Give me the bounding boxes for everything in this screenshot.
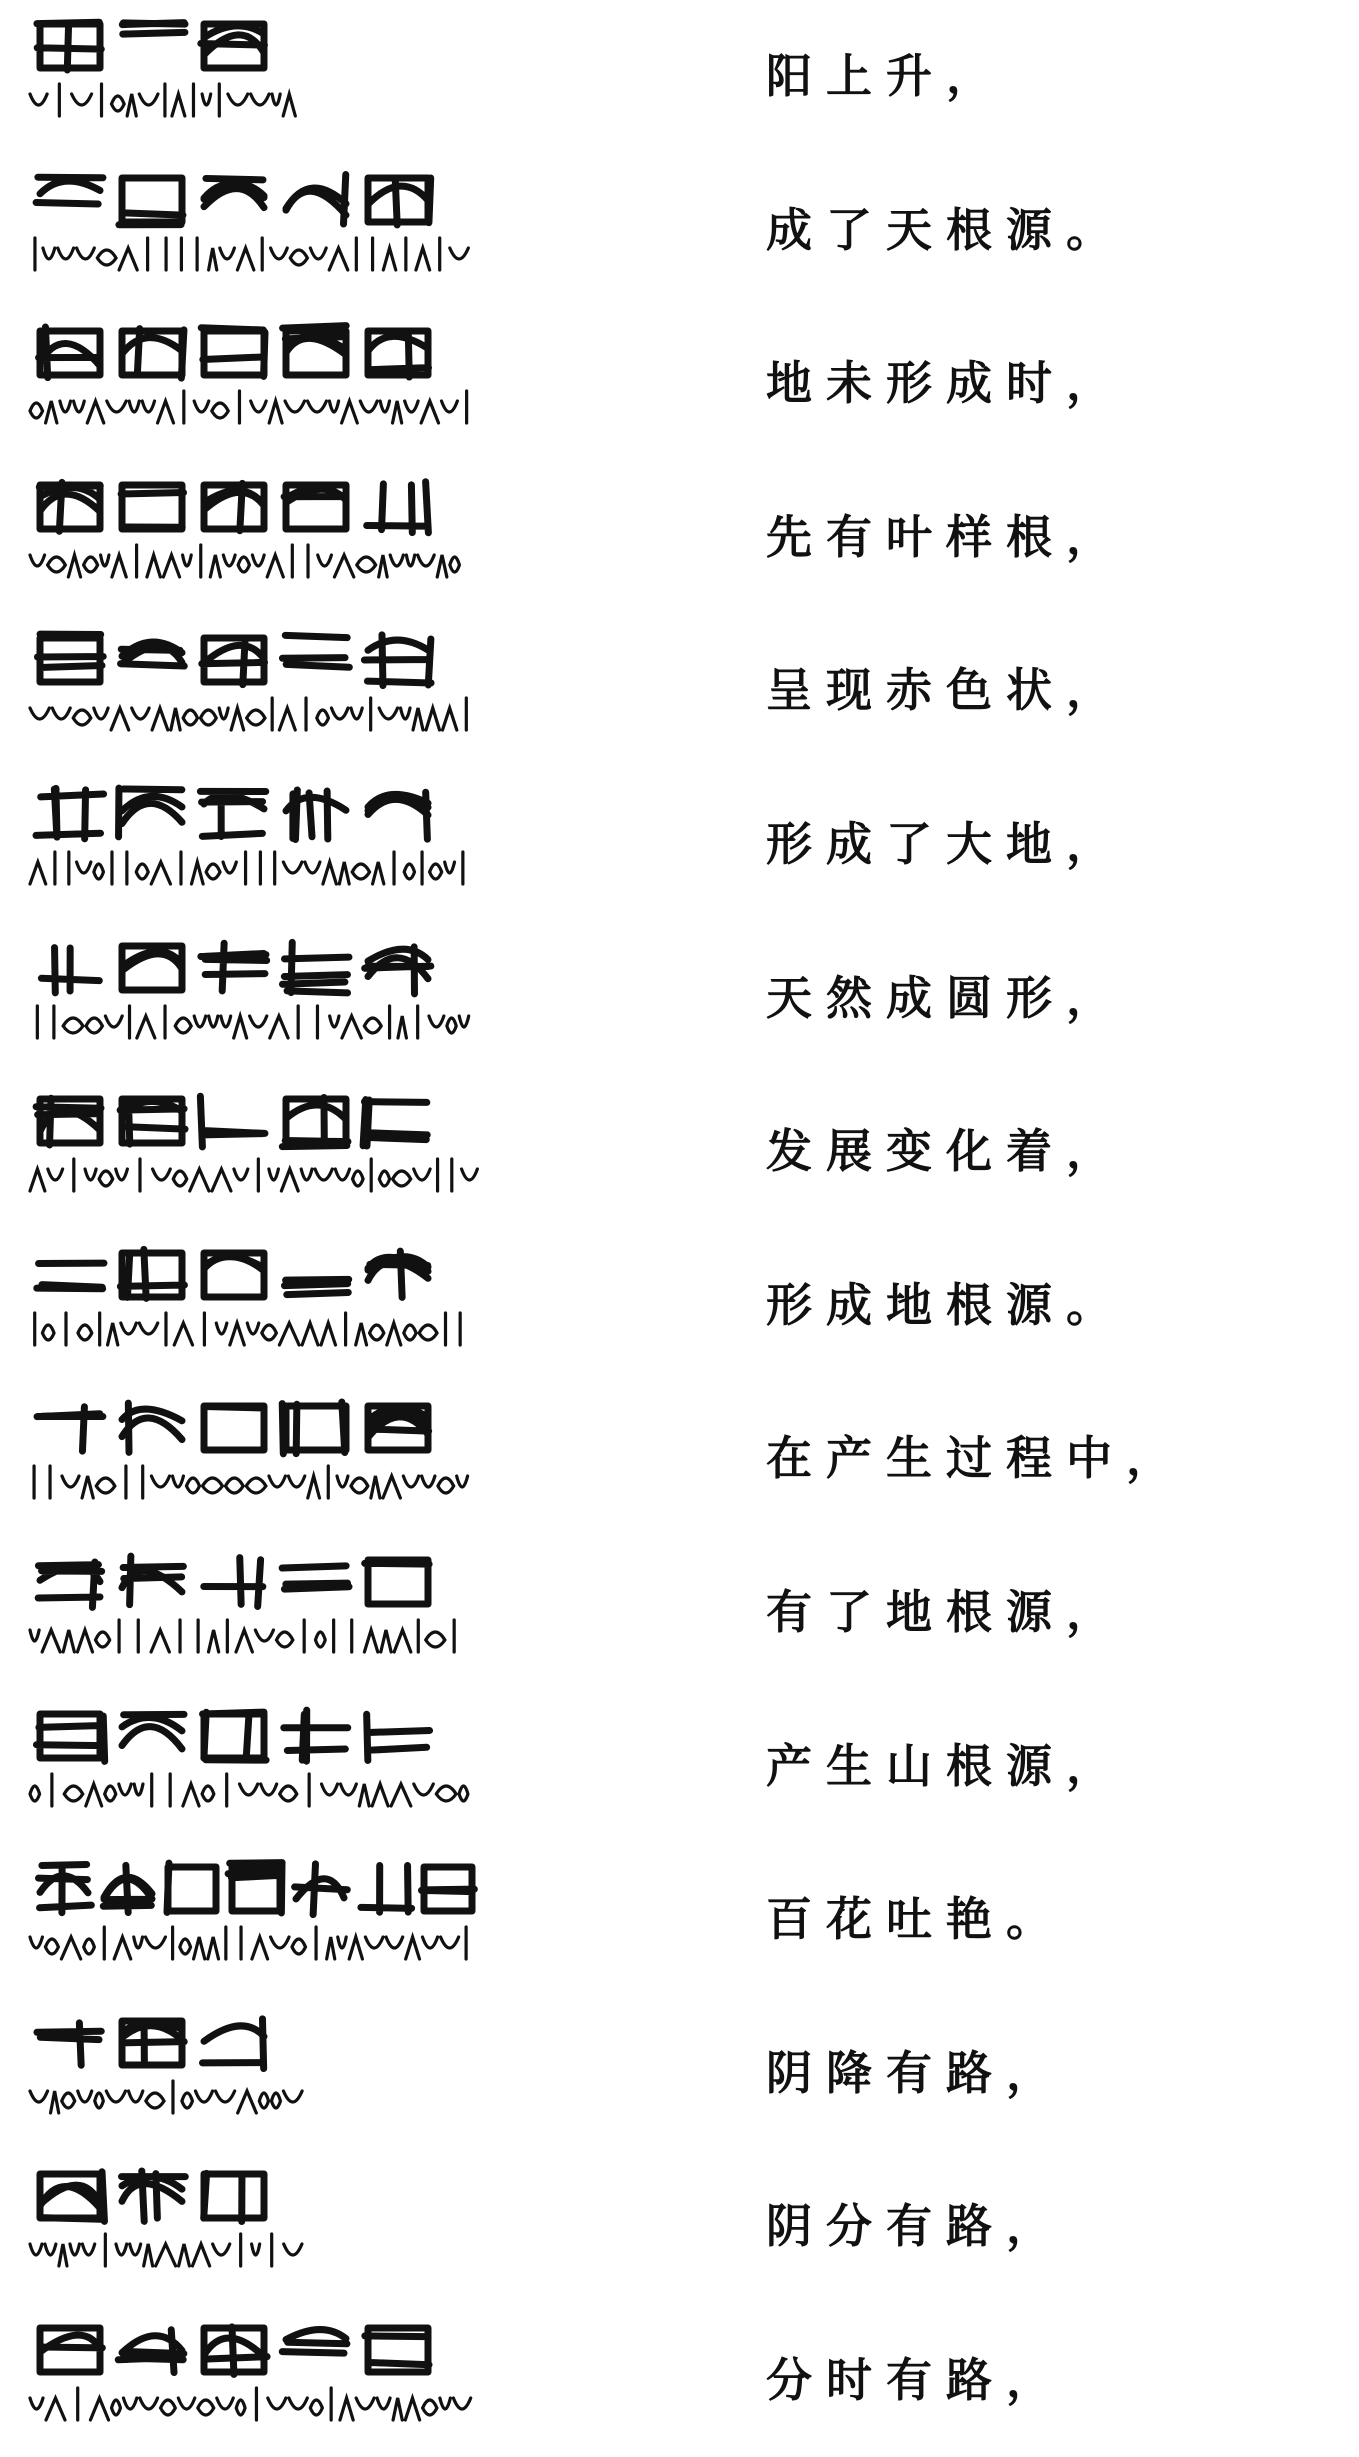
handwritten-script-image <box>14 774 484 914</box>
verse-line <box>0 1075 1359 1228</box>
chinese-translation: 形成了大地， <box>766 817 1126 871</box>
script-glyph <box>37 1263 104 1289</box>
script-glyph <box>122 1714 184 1749</box>
script-glyph <box>40 2172 104 2222</box>
phonetic-transcription <box>30 1159 477 1191</box>
phonetic-transcription <box>30 2388 471 2420</box>
script-glyph <box>121 485 183 529</box>
script-glyph <box>282 2330 347 2354</box>
phonetic-transcription <box>35 1313 460 1345</box>
script-glyph <box>368 1251 428 1297</box>
verse-line <box>0 0 1359 153</box>
script-glyph <box>361 1866 412 1913</box>
phonetic-transcription <box>30 84 295 116</box>
script-glyph <box>41 948 99 993</box>
script-glyph <box>167 1863 216 1912</box>
handwritten-script-image <box>14 928 484 1068</box>
script-glyph <box>204 1406 264 1450</box>
script-glyph <box>202 2019 264 2069</box>
handwritten-script-image <box>14 2310 484 2450</box>
script-glyph <box>368 331 429 377</box>
verse-line <box>0 1843 1359 1996</box>
handwritten-script-drawing <box>14 1696 484 1836</box>
verse-line <box>0 1536 1359 1689</box>
script-glyph <box>119 788 182 837</box>
script-glyph <box>103 1865 152 1912</box>
handwritten-script-drawing <box>14 1849 484 1989</box>
script-glyph <box>421 1867 474 1911</box>
chinese-translation: 分时有路， <box>766 2353 1066 2407</box>
phonetic-transcription <box>34 1466 468 1498</box>
chinese-translation: 地未形成时， <box>766 356 1126 410</box>
script-glyph <box>204 178 264 207</box>
chinese-translation: 产生山根源， <box>766 1739 1126 1793</box>
phonetic-transcription <box>30 1774 468 1806</box>
handwritten-script-image <box>14 160 484 300</box>
script-glyph <box>37 1407 103 1451</box>
chinese-translation: 呈现赤色状， <box>766 663 1126 717</box>
chinese-translation: 百花吐艳。 <box>766 1892 1066 1946</box>
script-glyph <box>368 1406 429 1450</box>
handwritten-script-drawing <box>14 467 484 607</box>
handwritten-script-image <box>14 1235 484 1375</box>
verse-line <box>0 154 1359 307</box>
script-glyph <box>282 1097 348 1146</box>
script-glyph <box>200 791 265 836</box>
script-glyph <box>286 790 346 840</box>
script-glyph <box>282 1402 346 1454</box>
script-glyph <box>38 1562 102 1607</box>
verse-line <box>0 2304 1359 2457</box>
script-glyph <box>367 1714 430 1760</box>
phonetic-transcription <box>37 1006 468 1038</box>
handwritten-script-image <box>14 620 484 760</box>
handwritten-script-image <box>14 2156 484 2296</box>
script-glyph <box>363 1100 427 1146</box>
handwritten-script-drawing <box>14 1542 484 1682</box>
verse-line <box>0 922 1359 1075</box>
handwritten-script-image <box>14 313 484 453</box>
handwritten-script-image <box>14 1081 484 1221</box>
handwritten-script-image <box>14 1849 484 1989</box>
script-glyph <box>202 638 265 685</box>
script-glyph <box>282 1566 349 1589</box>
verse-line <box>0 1690 1359 1843</box>
chinese-translation: 成了天根源。 <box>766 203 1126 257</box>
chinese-translation: 先有叶样根， <box>766 510 1126 564</box>
script-glyph <box>368 178 431 225</box>
phonetic-transcription <box>30 1620 454 1652</box>
script-glyph <box>204 2173 264 2221</box>
handwritten-script-drawing <box>14 774 484 914</box>
script-glyph <box>204 483 264 530</box>
script-glyph <box>282 635 349 667</box>
script-glyph <box>122 329 184 378</box>
script-glyph <box>284 485 346 529</box>
script-glyph <box>200 1096 265 1147</box>
handwritten-script-drawing <box>14 2156 484 2296</box>
handwritten-script-image <box>14 467 484 607</box>
script-glyph <box>120 1099 185 1144</box>
script-glyph <box>119 178 183 225</box>
handwritten-script-drawing <box>14 2310 484 2450</box>
script-glyph <box>118 2330 184 2373</box>
script-glyph <box>36 1098 101 1145</box>
verse-line <box>0 461 1359 614</box>
script-glyph <box>203 1712 267 1760</box>
script-glyph <box>36 788 104 838</box>
script-glyph <box>365 2328 429 2372</box>
script-glyph <box>36 177 103 204</box>
script-glyph <box>283 326 347 375</box>
chinese-translation: 天然成圆形， <box>766 971 1126 1025</box>
phonetic-transcription <box>30 2234 302 2266</box>
handwritten-script-drawing <box>14 620 484 760</box>
script-glyph <box>284 1279 348 1294</box>
script-glyph <box>37 22 101 70</box>
script-glyph <box>122 2171 186 2221</box>
handwritten-script-drawing <box>14 928 484 1068</box>
script-glyph <box>38 1865 91 1913</box>
handwritten-script-image <box>14 1388 484 1528</box>
chinese-translation: 阴分有路， <box>766 2199 1066 2253</box>
handwritten-script-image <box>14 1542 484 1682</box>
chinese-translation: 阴降有路， <box>766 2046 1066 2100</box>
script-glyph <box>201 24 265 68</box>
verse-line <box>0 1997 1359 2150</box>
phonetic-transcription <box>30 545 459 577</box>
handwritten-script-image <box>14 2003 484 2143</box>
phonetic-transcription <box>30 1927 466 1959</box>
handwritten-script-drawing <box>14 313 484 453</box>
script-glyph <box>122 1403 182 1452</box>
verse-line <box>0 768 1359 921</box>
script-glyph <box>368 792 428 839</box>
phonetic-transcription <box>35 238 468 270</box>
script-glyph <box>201 328 265 377</box>
script-glyph <box>37 2023 101 2065</box>
phonetic-transcription <box>30 2081 302 2113</box>
script-glyph <box>286 175 346 224</box>
script-glyph <box>39 327 100 378</box>
script-glyph <box>365 1560 429 1604</box>
handwritten-script-drawing <box>14 2003 484 2143</box>
handwritten-script-image <box>14 6 484 146</box>
script-glyph <box>367 482 429 533</box>
script-glyph <box>364 635 431 686</box>
handwritten-script-drawing <box>14 6 484 146</box>
script-glyph <box>204 1253 264 1297</box>
verse-line <box>0 1229 1359 1382</box>
script-glyph <box>204 2327 267 2375</box>
script-glyph <box>204 1558 263 1607</box>
script-glyph <box>122 2021 184 2065</box>
chinese-translation: 有了地根源， <box>766 1585 1126 1639</box>
chinese-translation: 阳上升， <box>766 49 1006 103</box>
chinese-translation: 发展变化着， <box>766 1124 1126 1178</box>
script-glyph <box>365 947 431 994</box>
handwritten-script-drawing <box>14 1388 484 1528</box>
script-glyph <box>228 1863 282 1913</box>
script-glyph <box>36 1714 104 1761</box>
verse-line <box>0 1382 1359 1535</box>
script-glyph <box>37 634 103 682</box>
script-glyph <box>122 23 185 34</box>
script-glyph <box>295 1864 348 1915</box>
script-glyph <box>282 942 349 992</box>
verse-line <box>0 307 1359 460</box>
handwritten-script-drawing <box>14 1081 484 1221</box>
script-glyph <box>122 1556 183 1605</box>
chinese-translation: 在产生过程中， <box>766 1431 1186 1485</box>
script-glyph <box>40 2328 102 2372</box>
script-glyph <box>201 943 267 991</box>
script-glyph <box>39 482 100 531</box>
script-glyph <box>120 1249 184 1298</box>
verse-line <box>0 2150 1359 2303</box>
verse-line <box>0 614 1359 767</box>
handwritten-script-drawing <box>14 160 484 300</box>
phonetic-transcription <box>30 698 466 730</box>
script-glyph <box>284 1710 348 1761</box>
script-glyph <box>121 642 185 666</box>
phonetic-transcription <box>30 391 467 423</box>
handwritten-script-image <box>14 1696 484 1836</box>
handwritten-script-drawing <box>14 1235 484 1375</box>
chinese-translation: 形成地根源。 <box>766 1278 1126 1332</box>
script-glyph <box>122 946 182 990</box>
phonetic-transcription <box>30 852 463 884</box>
